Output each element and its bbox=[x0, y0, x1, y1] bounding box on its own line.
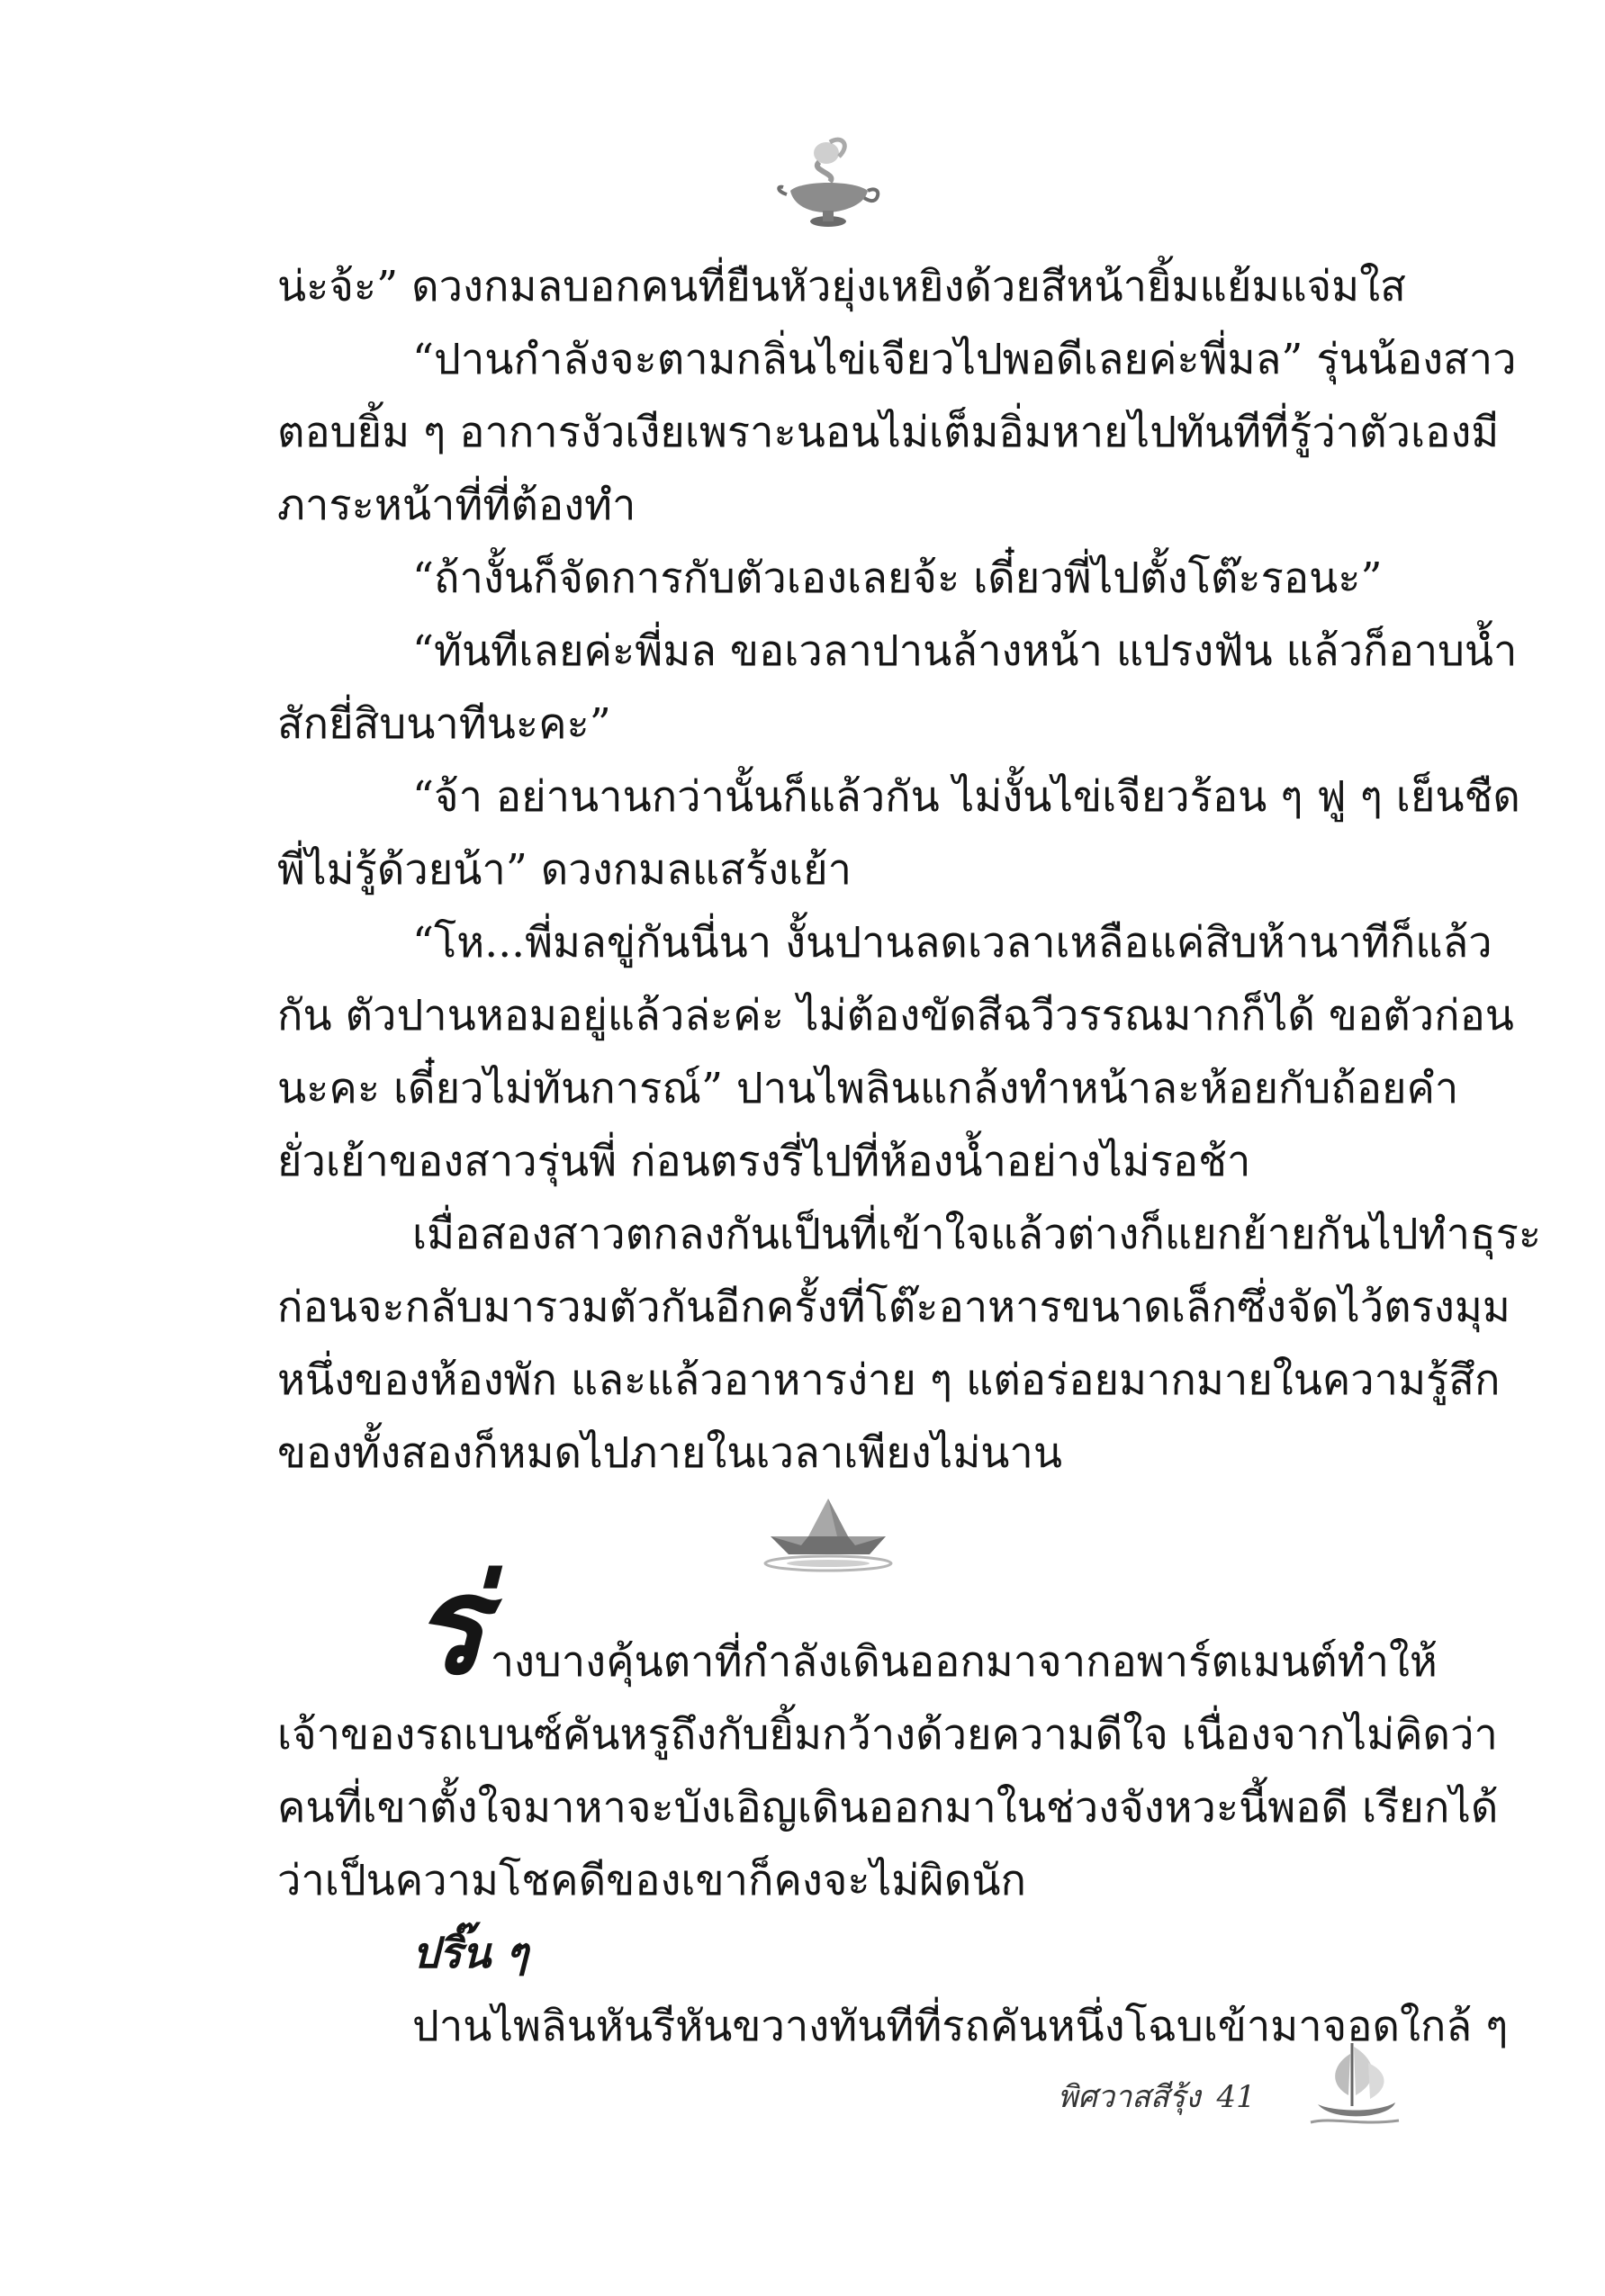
text-line: เมื่อสองสาวตกลงกันเป็นที่เข้าใจแล้วต่างก็แยกย้ายกันไปทำธุระ bbox=[412, 1210, 1542, 1259]
sailing-ship-icon bbox=[1305, 2036, 1404, 2135]
text-line: ปานไพลินหันรีหันขวางทันทีที่รถคันหนึ่งโฉบเข้ามาจอดใกล้ ๆ bbox=[412, 2002, 1509, 2051]
text-line: หนึ่งของห้องพัก และแล้วอาหารง่าย ๆ แต่อร่อยมากมายในความรู้สึก bbox=[277, 1355, 1501, 1405]
page-footer bbox=[1058, 2072, 1256, 2120]
paper-boat-icon bbox=[754, 1490, 903, 1575]
text-line: “ถ้างั้นก็จัดการกับตัวเองเลยจ้ะ เดี๋ยวพี่ไปตั้งโต๊ะรอนะ” bbox=[412, 554, 1383, 603]
drop-cap: ร่ bbox=[412, 1546, 485, 1705]
text-line: “จ้า อย่านานกว่านั้นก็แล้วกัน ไม่งั้นไข่เจียวร้อน ๆ ฟู ๆ เย็นชืด bbox=[412, 772, 1520, 822]
text-line: น่ะจ้ะ” ดวงกมลบอกคนที่ยืนหัวยุ่งเหยิงด้วยสีหน้ายิ้มแย้มแจ่มใส bbox=[277, 262, 1406, 311]
text-line: ของทั้งสองก็หมดไปภายในเวลาเพียงไม่นาน bbox=[277, 1428, 1062, 1478]
oil-lamp-icon bbox=[774, 135, 882, 234]
text-line: นะคะ เดี๋ยวไม่ทันการณ์” ปานไพลินแกล้งทำหน้าละห้อยกับถ้อยคำ bbox=[277, 1064, 1459, 1113]
text-block-2 bbox=[277, 1546, 1509, 2063]
text-line: “โห...พี่มลขู่กันนี่นา งั้นปานลดเวลาเหลือแค่สิบห้านาทีก็แล้ว bbox=[412, 918, 1492, 968]
text-line: เจ้าของรถเบนซ์คันหรูถึงกับยิ้มกว้างด้วยความดีใจ เนื่องจากไม่คิดว่า bbox=[277, 1710, 1498, 1760]
text-line: ตอบยิ้ม ๆ อาการงัวเงียเพราะนอนไม่เต็มอิ่มหายไปทันทีที่รู้ว่าตัวเองมี bbox=[277, 408, 1500, 457]
text-line: พี่ไม่รู้ด้วยน้า” ดวงกมลแสร้งเย้า bbox=[277, 845, 852, 895]
text-line: ก่อนจะกลับมารวมตัวกันอีกครั้งที่โต๊ะอาหารขนาดเล็กซึ่งจัดไว้ตรงมุม bbox=[277, 1283, 1510, 1332]
dropcap-paragraph bbox=[277, 1546, 1438, 1705]
text-line: ว่าเป็นความโชคดีของเขาก็คงจะไม่ผิดนัก bbox=[277, 1856, 1026, 1905]
text-line: “ทันทีเลยค่ะพี่มล ขอเวลาปานล้างหน้า แปรงฟัน แล้วก็อาบน้ำ bbox=[412, 626, 1518, 676]
text-block-1 bbox=[277, 250, 1542, 1490]
first-line-text: างบางคุ้นตาที่กำลังเดินออกมาจากอพาร์ตเมนต์ทำให้ bbox=[490, 1637, 1438, 1687]
emphasis-line: ปริ๊น ๆ bbox=[412, 1929, 528, 1978]
page-number: 41 bbox=[1216, 2079, 1256, 2115]
text-line: “ปานกำลังจะตามกลิ่นไข่เจียวไปพอดีเลยค่ะพี่มล” รุ่นน้องสาว bbox=[412, 335, 1517, 384]
text-line: คนที่เขาตั้งใจมาหาจะบังเอิญเดินออกมาในช่วงจังหวะนี้พอดี เรียกได้ bbox=[277, 1783, 1499, 1832]
text-line: ยั่วเย้าของสาวรุ่นพี่ ก่อนตรงรี่ไปที่ห้องน้ำอย่างไม่รอช้า bbox=[277, 1137, 1251, 1186]
text-line: ภาระหน้าที่ที่ต้องทำ bbox=[277, 481, 636, 530]
text-line: กัน ตัวปานหอมอยู่แล้วล่ะค่ะ ไม่ต้องขัดสีฉวีวรรณมากก็ได้ ขอตัวก่อน bbox=[277, 991, 1514, 1040]
book-title: พิศวาสสีรุ้ง bbox=[1058, 2079, 1201, 2115]
text-line: สักยี่สิบนาทีนะคะ” bbox=[277, 699, 611, 749]
